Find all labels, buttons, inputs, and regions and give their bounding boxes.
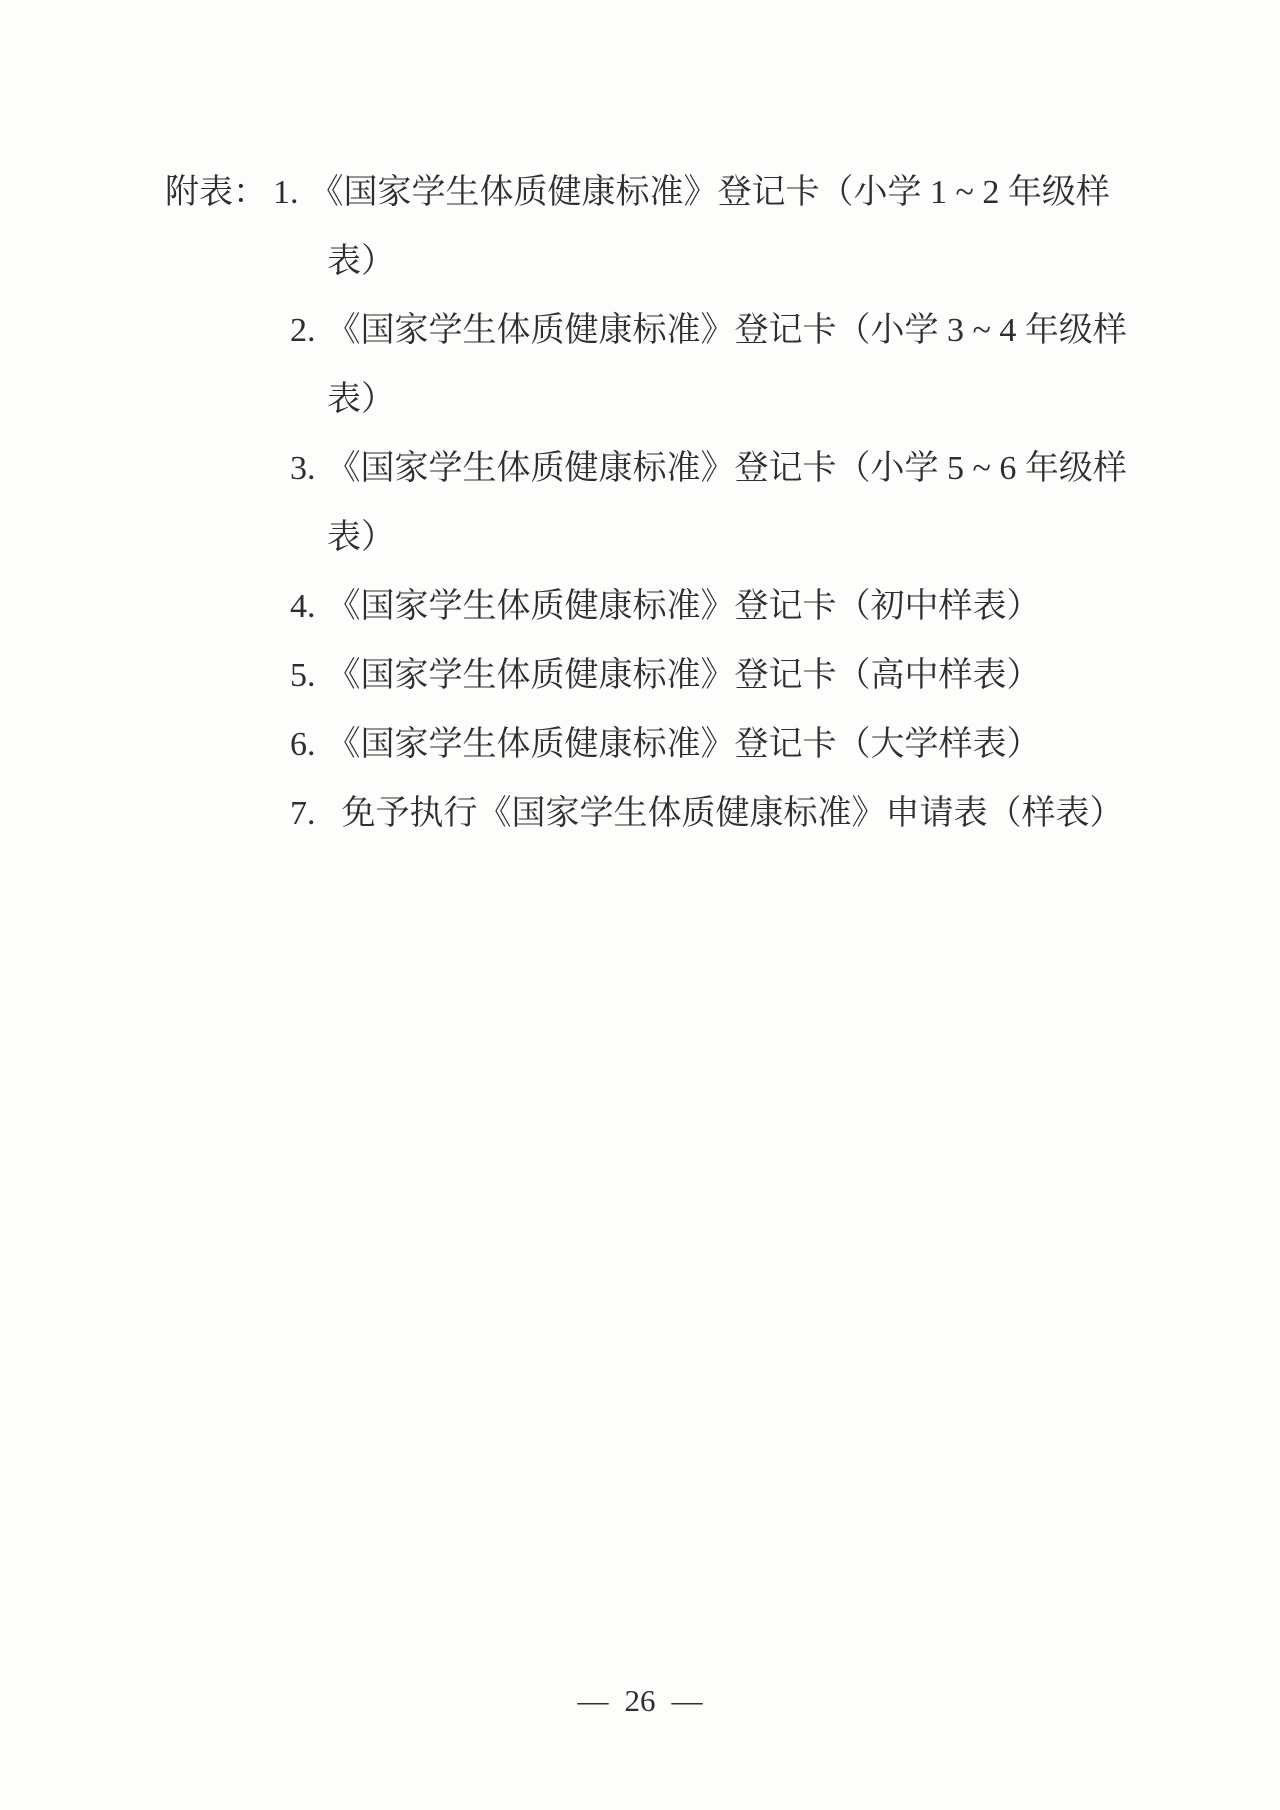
item-number: 5. bbox=[290, 657, 316, 694]
item-text: 《国家学生体质健康标准》登记卡（大学样表） bbox=[326, 726, 1041, 763]
list-line bbox=[165, 158, 1220, 227]
item-number: 2. bbox=[290, 312, 316, 349]
item-number: 4. bbox=[290, 588, 316, 625]
item-text: 《国家学生体质健康标准》登记卡（小学 3 ~ 4 年级样 bbox=[326, 312, 1127, 349]
attachment-list bbox=[165, 158, 1220, 848]
list-line bbox=[165, 296, 1220, 365]
item-text: 表） bbox=[327, 243, 395, 280]
list-line bbox=[165, 779, 1220, 848]
item-number: 1. bbox=[273, 174, 299, 211]
item-number: 3. bbox=[290, 450, 316, 487]
item-text: 表） bbox=[327, 381, 395, 418]
page-number: 26 bbox=[624, 1683, 656, 1718]
item-text: 《国家学生体质健康标准》登记卡（高中样表） bbox=[326, 657, 1041, 694]
item-number: 6. bbox=[290, 726, 316, 763]
item-text: 《国家学生体质健康标准》登记卡（小学 1 ~ 2 年级样 bbox=[309, 174, 1110, 211]
footer-dash-right: — bbox=[671, 1683, 703, 1718]
list-line bbox=[165, 641, 1220, 710]
list-line-continuation bbox=[165, 503, 1220, 572]
list-line-continuation bbox=[165, 227, 1220, 296]
list-line bbox=[165, 710, 1220, 779]
list-line bbox=[165, 434, 1220, 503]
list-line bbox=[165, 572, 1220, 641]
footer-dash-left: — bbox=[577, 1683, 609, 1718]
item-text: 《国家学生体质健康标准》登记卡（小学 5 ~ 6 年级样 bbox=[326, 450, 1127, 487]
list-line-continuation bbox=[165, 365, 1220, 434]
page-footer bbox=[0, 1680, 1280, 1722]
item-text: 《国家学生体质健康标准》登记卡（初中样表） bbox=[326, 588, 1041, 625]
item-text: 表） bbox=[327, 519, 395, 556]
item-number: 7. bbox=[290, 795, 316, 832]
list-label: 附表： bbox=[165, 174, 267, 211]
item-text: 免予执行《国家学生体质健康标准》申请表（样表） bbox=[341, 795, 1124, 832]
